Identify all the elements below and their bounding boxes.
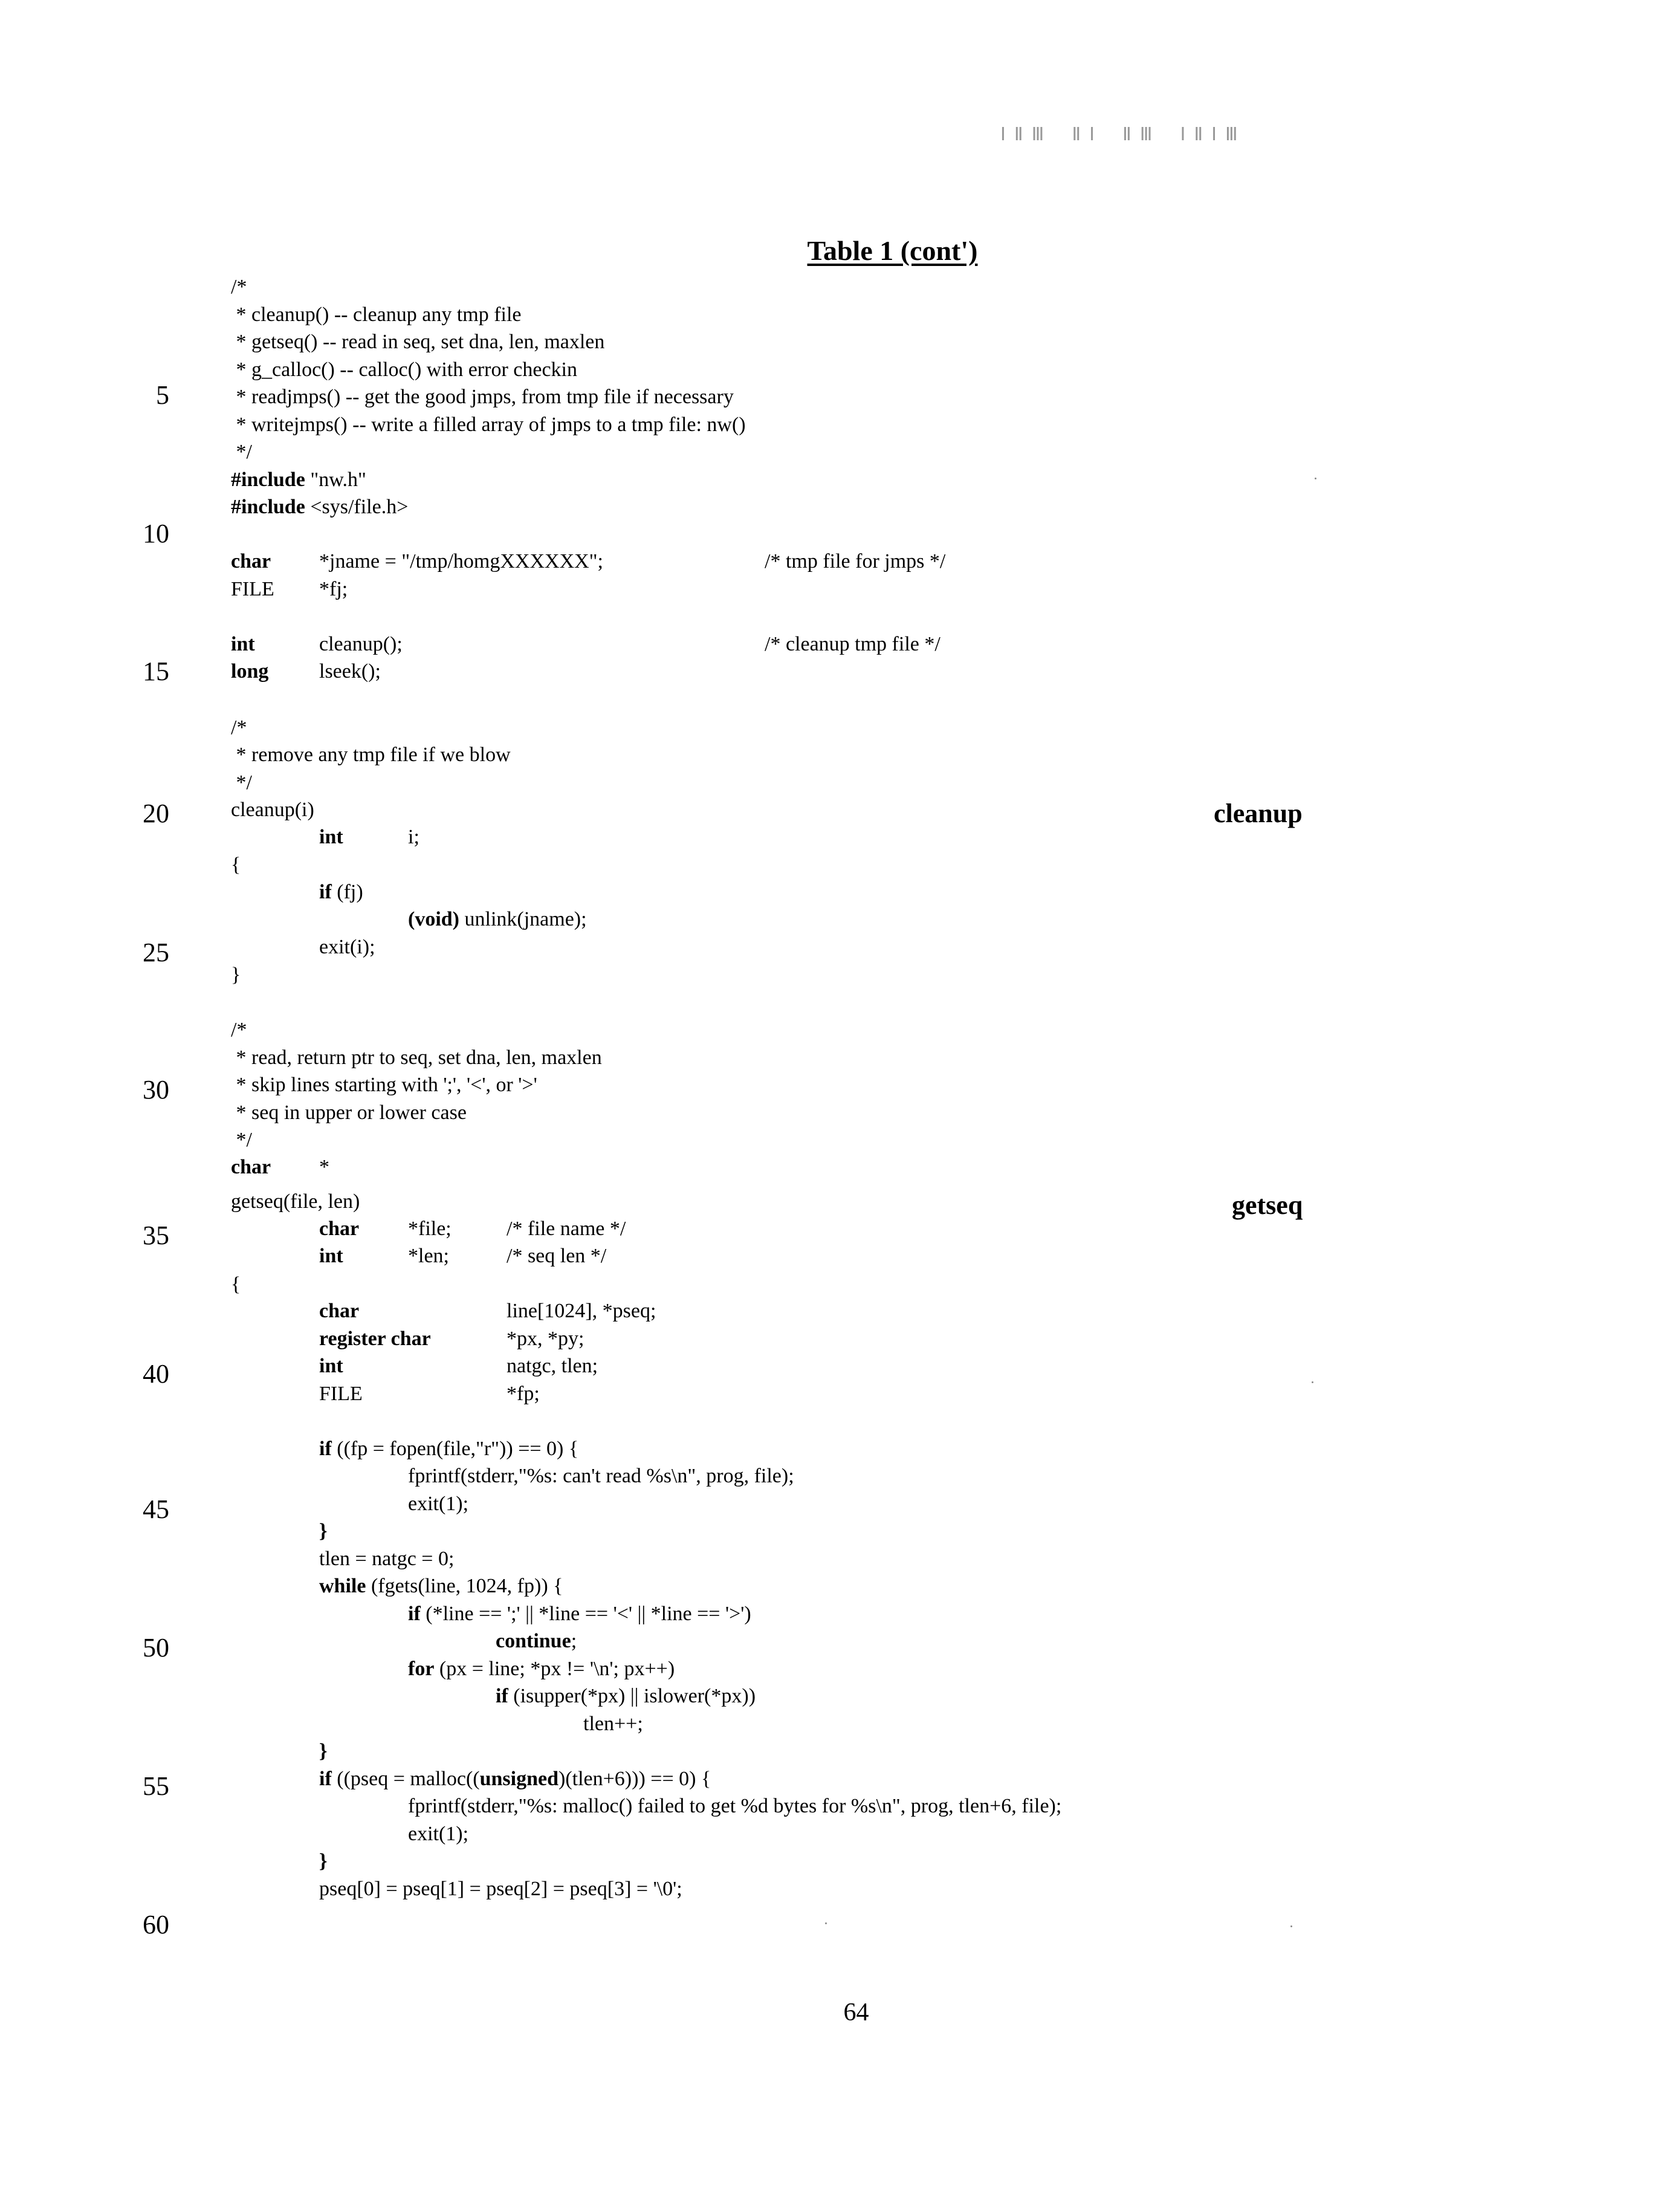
code-type — [231, 1156, 271, 1179]
line-number-20: 20 — [143, 799, 169, 828]
code-type — [231, 550, 271, 573]
code-text: (fgets(line, 1024, fp)) { — [366, 1575, 563, 1597]
code-decl: natgc, tlen; — [507, 1355, 598, 1377]
keyword: int — [319, 1245, 343, 1267]
scan-speck — [1315, 478, 1316, 479]
code-line: * remove any tmp file if we blow — [231, 744, 511, 766]
code-type — [319, 1355, 343, 1378]
code-line: * readjmps() -- get the good jmps, from tmp file if necessary — [231, 386, 734, 408]
keyword: int — [231, 633, 255, 655]
code-line: * getseq() -- read in seq, set dna, len, maxlen — [231, 331, 605, 353]
code-decl: *fp; — [507, 1383, 540, 1405]
code-line — [496, 1685, 756, 1708]
code-type — [319, 826, 343, 849]
code-text: (px = line; *px != '\n'; px++) — [434, 1658, 675, 1680]
code-comment: /* cleanup tmp file */ — [765, 633, 940, 655]
line-number-5: 5 — [156, 380, 169, 410]
code-line — [408, 1603, 751, 1626]
code-line: * cleanup() -- cleanup any tmp file — [231, 303, 522, 326]
scan-speck — [1312, 1381, 1313, 1383]
keyword: int — [319, 1355, 343, 1377]
code-line: exit(1); — [408, 1493, 469, 1515]
code-decl: *fj; — [319, 578, 348, 600]
code-line: exit(i); — [319, 936, 375, 958]
line-number-60: 60 — [143, 1910, 169, 1939]
scan-speck — [1290, 1925, 1292, 1927]
code-decl: *px, *py; — [507, 1328, 584, 1350]
code-line: /* — [231, 1019, 247, 1041]
brace: } — [319, 1850, 328, 1872]
keyword: char — [319, 1300, 360, 1322]
keyword: if — [496, 1685, 508, 1707]
page-number: 64 — [843, 1999, 869, 2026]
keyword: while — [319, 1575, 366, 1597]
code-line — [496, 1630, 577, 1653]
code-line: /* — [231, 716, 247, 739]
keyword: unsigned — [479, 1768, 558, 1790]
code-type — [319, 1218, 359, 1241]
code-text: <sys/file.h> — [305, 496, 409, 518]
code-decl: *jname = "/tmp/homgXXXXXX"; — [319, 550, 604, 572]
code-line: * seq in upper or lower case — [231, 1101, 467, 1124]
line-number-15: 15 — [143, 657, 169, 686]
code-line — [319, 1740, 327, 1763]
keyword: #include — [231, 469, 305, 491]
code-line — [319, 1438, 578, 1461]
code-type — [231, 660, 268, 683]
keyword: if — [319, 881, 332, 903]
code-line — [408, 908, 587, 931]
code-line: /* — [231, 276, 247, 298]
keyword: if — [319, 1768, 332, 1790]
code-line: pseq[0] = pseq[1] = pseq[2] = pseq[3] = '\0'; — [319, 1878, 682, 1900]
brace: } — [319, 1740, 328, 1762]
line-number-35: 35 — [143, 1221, 169, 1250]
line-number-40: 40 — [143, 1359, 169, 1389]
code-line — [319, 1768, 711, 1791]
keyword: #include — [231, 496, 305, 518]
code-text: "nw.h" — [305, 469, 366, 491]
line-number-55: 55 — [143, 1771, 169, 1801]
code-line: cleanup(i) — [231, 799, 314, 821]
line-number-30: 30 — [143, 1075, 169, 1104]
code-line — [231, 468, 366, 492]
code-decl: lseek(); — [319, 660, 381, 683]
code-line: * g_calloc() -- calloc() with error checkin — [231, 358, 577, 381]
keyword: char — [231, 550, 271, 572]
keyword: for — [408, 1658, 435, 1680]
scan-speck — [825, 1922, 827, 1924]
margin-label-getseq: getseq — [1232, 1190, 1303, 1220]
line-number-25: 25 — [143, 938, 169, 967]
code-decl: i; — [408, 826, 419, 848]
code-line: fprintf(stderr,"%s: can't read %s\n", prog, file); — [408, 1465, 794, 1487]
line-number-10: 10 — [143, 519, 169, 548]
scanned-header-marks: ⅠⅡⅢ ⅡⅠ ⅡⅢ ⅠⅡⅠⅢ — [1000, 124, 1246, 145]
keyword: long — [231, 660, 269, 683]
code-line: */ — [231, 1129, 252, 1151]
code-type — [319, 1328, 431, 1351]
code-text: (fj) — [331, 881, 363, 903]
code-comment: /* tmp file for jmps */ — [765, 550, 946, 572]
code-line: fprintf(stderr,"%s: malloc() failed to get %d bytes for %s\n", prog, tlen+6, file); — [408, 1795, 1062, 1817]
keyword: if — [319, 1438, 332, 1460]
code-line — [319, 1850, 327, 1873]
code-text: (isupper(*px) || islower(*px)) — [508, 1685, 756, 1707]
code-line: * skip lines starting with ';', '<', or '>' — [231, 1074, 537, 1096]
code-line: } — [231, 964, 241, 986]
code-text: (*line == ';' || *line == '<' || *line == '>') — [420, 1603, 751, 1625]
code-line: tlen++; — [583, 1713, 643, 1735]
code-decl: cleanup(); — [319, 633, 403, 655]
code-text: ((fp = fopen(file,"r")) == 0) { — [331, 1438, 579, 1460]
code-comment: /* file name */ — [507, 1218, 626, 1240]
code-line — [319, 881, 363, 904]
code-line — [319, 1520, 327, 1543]
keyword: register char — [319, 1328, 431, 1350]
code-line: */ — [231, 771, 252, 794]
keyword: continue — [496, 1630, 571, 1652]
code-line: tlen = natgc = 0; — [319, 1548, 455, 1570]
keyword: int — [319, 826, 343, 848]
code-decl: line[1024], *pseq; — [507, 1300, 656, 1322]
code-text: ; — [571, 1630, 577, 1652]
code-line: exit(1); — [408, 1823, 469, 1845]
line-number-45: 45 — [143, 1494, 169, 1524]
code-line — [408, 1658, 675, 1681]
code-text: )(tlen+6))) == 0) { — [558, 1768, 711, 1790]
keyword: char — [231, 1156, 271, 1178]
code-line: * read, return ptr to seq, set dna, len, maxlen — [231, 1046, 602, 1069]
keyword: (void) — [408, 908, 459, 930]
code-line: { — [231, 854, 241, 876]
brace: } — [319, 1520, 328, 1542]
code-decl: * — [319, 1156, 329, 1178]
code-line: getseq(file, len) — [231, 1190, 360, 1213]
code-type — [319, 1300, 359, 1323]
code-line — [319, 1575, 563, 1598]
keyword: char — [319, 1218, 360, 1240]
margin-label-cleanup: cleanup — [1214, 799, 1303, 828]
code-type: FILE — [231, 578, 274, 600]
code-line: */ — [231, 441, 252, 463]
code-text: unlink(jname); — [459, 908, 587, 930]
code-type — [319, 1245, 343, 1268]
code-type — [231, 633, 255, 656]
code-comment: /* seq len */ — [507, 1245, 607, 1267]
code-text: ((pseq = malloc(( — [331, 1768, 480, 1790]
code-type: FILE — [319, 1383, 363, 1405]
line-number-50: 50 — [143, 1633, 169, 1662]
code-line: * writejmps() -- write a filled array of jmps to a tmp file: nw() — [231, 414, 746, 436]
code-decl: *file; — [408, 1218, 452, 1240]
code-decl: *len; — [408, 1245, 449, 1267]
code-line: { — [231, 1273, 241, 1296]
table-title: Table 1 (cont') — [807, 235, 978, 266]
keyword: if — [408, 1603, 421, 1625]
code-line — [231, 495, 408, 519]
